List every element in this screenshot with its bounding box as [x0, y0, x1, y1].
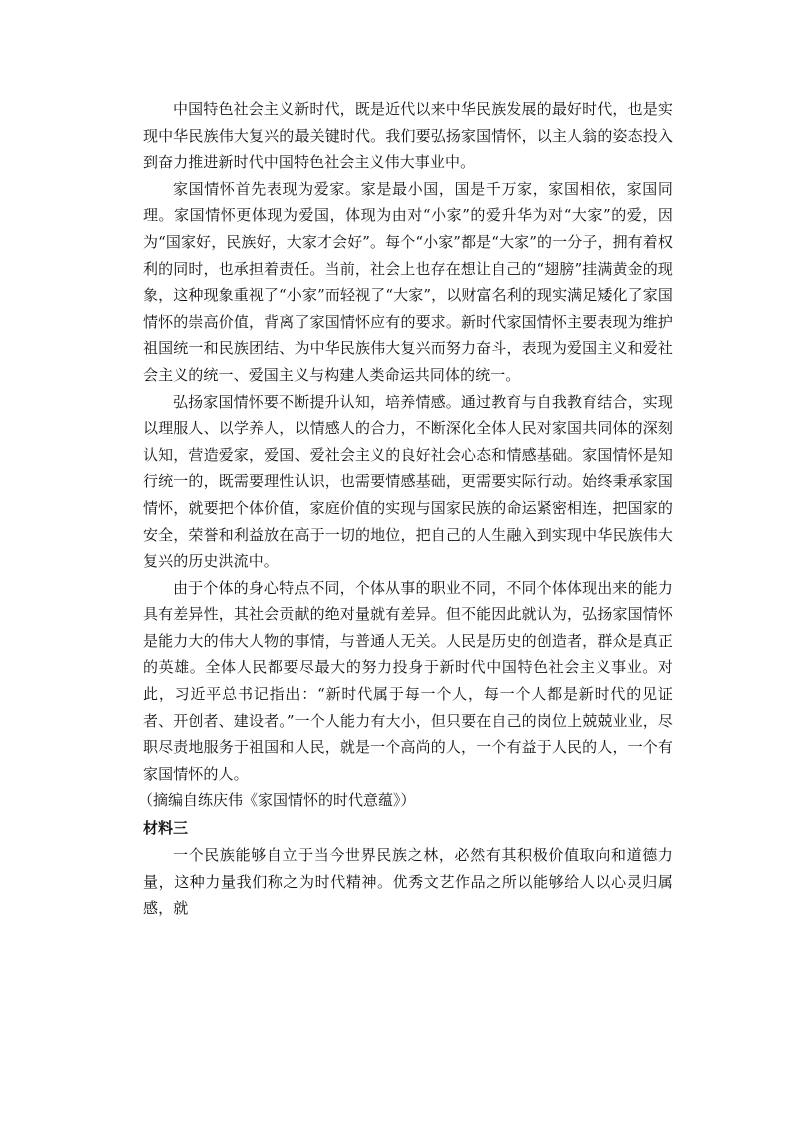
- paragraph-individual-differences: 由于个体的身心特点不同，个体从事的职业不同，不同个体体现出来的能力具有差异性，其社会贡献的绝对量就有差异。但不能因此就认为，弘扬家国情怀是能力大的伟大人物的事情，与普通人无关。人民是历史的创造者，群众是真正的英雄。全体人民都要尽最大的努力投身于新时代中国特色社会主义事业。对此，习近平总书记指出：“新时代属于每一个人，每一个人都是新时代的见证者、开创者、建设者。”一个人能力有大小，但只要在自己的岗位上兢兢业业，尽职尽责地服务于祖国和人民，就是一个高尚的人，一个有益于人民的人，一个有家国情怀的人。: [143, 578, 673, 783]
- section-heading: 材料三: [143, 819, 189, 838]
- paragraph-love-family: 家国情怀首先表现为爱家。家是最小国，国是千万家，家国相依，家国同理。家国情怀更体现为爱国，体现为由对“小家”的爱升华为对“大家”的爱，因为“国家好，民族好，大家才会好”。每个“小家”都是“大家”的一分子，拥有着权利的同时，也承担着责任。当前，社会上也存在想让自己的“翅膀”挂满黄金的现象，这种现象重视了“小家”而轻视了“大家”，以财富名利的现实满足矮化了家国情怀的崇高价值，背离了家国情怀应有的要求。新时代家国情怀主要表现为维护祖国统一和民族团结、为中华民族伟大复兴而努力奋斗，表现为爱国主义和爱社会主义的统一、爱国主义与构建人类命运共同体的统一。: [143, 179, 673, 384]
- paragraph-material-three: 一个民族能够自立于当今世界民族之林，必然有其积极价值取向和道德力量，这种力量我们称之为时代精神。优秀文艺作品之所以能够给人以心灵归属感，就: [143, 846, 673, 918]
- document-page: [138, 96, 673, 922]
- source-citation: （摘编自练庆伟《家国情怀的时代意蕴》）: [138, 791, 416, 810]
- paragraph-new-era: 中国特色社会主义新时代，既是近代以来中华民族发展的最好时代，也是实现中华民族伟大复兴的最关键时代。我们要弘扬家国情怀，以主人翁的姿态投入到奋力推进新时代中国特色社会主义伟大事业中。: [143, 100, 673, 172]
- paragraph-promote-sentiment: 弘扬家国情怀要不断提升认知，培养情感。通过教育与自我教育结合，实现以理服人、以学养人，以情感人的合力，不断深化全体人民对家国共同体的深刻认知，营造爱家，爱国、爱社会主义的良好社会心态和情感基础。家国情怀是知行统一的，既需要理性认识，也需要情感基础，更需要实际行动。始终秉承家国情怀，就要把个体价值，家庭价值的实现与国家民族的命运紧密相连，把国家的安全，荣誉和利益放在高于一切的地位，把自己的人生融入到实现中华民族伟大复兴的历史洪流中。: [143, 392, 673, 571]
